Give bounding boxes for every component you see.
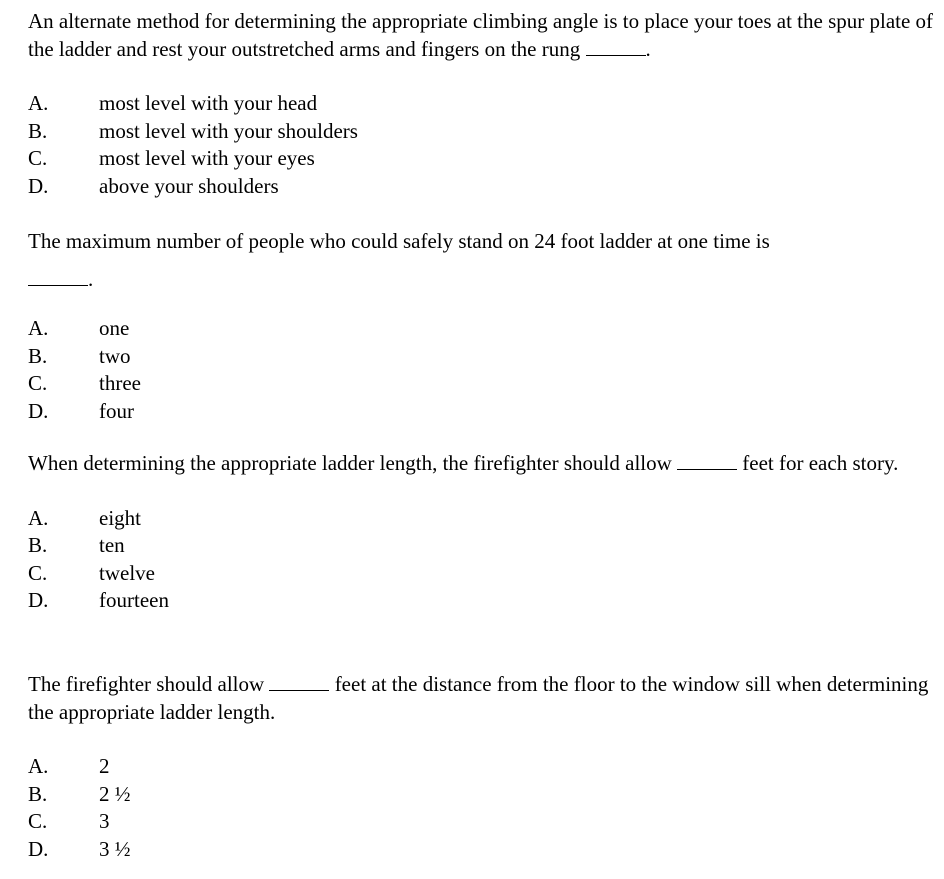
question-1 xyxy=(28,8,940,200)
option-text: eight xyxy=(99,505,141,530)
stem-text: An alternate method for determining the appropriate climbing angle is to place your toes at the spur plate of the ladder and rest your outstretched arms and fingers on the rung xyxy=(28,9,934,61)
option-letter: B. xyxy=(28,533,48,557)
answer-blank xyxy=(586,37,646,56)
option-text: most level with your head xyxy=(99,91,318,115)
option-letter: A. xyxy=(28,91,49,115)
option-d xyxy=(28,836,940,864)
option-letter: A. xyxy=(28,754,49,778)
stem-text-end: . xyxy=(645,36,651,61)
option-a xyxy=(28,753,940,781)
question-stem-line-2 xyxy=(28,266,940,294)
option-c xyxy=(28,370,940,398)
option-text: 2 xyxy=(99,754,110,778)
question-stem xyxy=(28,8,940,63)
stem-text: When determining the appropriate ladder length, the firefighter should allow xyxy=(28,451,678,475)
question-stem xyxy=(28,671,940,726)
question-stem xyxy=(28,228,940,256)
option-d xyxy=(28,398,940,426)
option-text: 2 ½ xyxy=(99,781,131,806)
option-text: most level with your shoulders xyxy=(99,118,358,143)
stem-text-end: . xyxy=(88,266,94,291)
stem-text: The maximum number of people who could safely stand on 24 foot ladder at one time is xyxy=(28,229,770,253)
option-text: twelve xyxy=(99,560,155,585)
answer-blank xyxy=(269,672,329,691)
option-letter: D. xyxy=(28,588,49,612)
option-a xyxy=(28,315,940,343)
answer-blank xyxy=(28,267,88,286)
option-text: ten xyxy=(99,533,125,557)
answer-options xyxy=(28,505,940,615)
option-c xyxy=(28,808,940,836)
answer-options xyxy=(28,315,940,425)
option-letter: D. xyxy=(28,398,49,423)
option-text: 3 ½ xyxy=(99,836,131,861)
stem-text-end: feet for each story. xyxy=(737,451,899,475)
question-4 xyxy=(28,671,940,863)
option-text: 3 xyxy=(99,809,110,833)
option-b xyxy=(28,118,940,146)
option-c xyxy=(28,145,940,173)
option-text: three xyxy=(99,371,141,395)
option-letter: C. xyxy=(28,560,48,585)
option-text: above your shoulders xyxy=(99,173,279,198)
option-letter: D. xyxy=(28,836,49,861)
stem-text-end: feet at the distance from the floor to the window sill when determining the appropriate ladder length. xyxy=(28,672,929,724)
option-letter: B. xyxy=(28,118,48,143)
option-letter: A. xyxy=(28,316,49,340)
answer-options xyxy=(28,90,940,200)
option-text: two xyxy=(99,343,131,368)
option-letter: B. xyxy=(28,343,48,368)
option-letter: C. xyxy=(28,371,48,395)
stem-text: The firefighter should allow xyxy=(28,672,270,696)
option-letter: C. xyxy=(28,809,48,833)
option-a xyxy=(28,505,940,533)
option-text: fourteen xyxy=(99,588,169,612)
option-a xyxy=(28,90,940,118)
answer-options xyxy=(28,753,940,863)
option-text: most level with your eyes xyxy=(99,146,315,170)
option-letter: C. xyxy=(28,146,48,170)
question-3 xyxy=(28,450,940,615)
option-letter: B. xyxy=(28,781,48,806)
question-stem xyxy=(28,450,940,478)
option-b xyxy=(28,532,940,560)
question-2 xyxy=(28,228,940,425)
option-text: one xyxy=(99,316,130,340)
option-d xyxy=(28,173,940,201)
option-d xyxy=(28,587,940,615)
option-letter: A. xyxy=(28,505,49,530)
option-b xyxy=(28,343,940,371)
option-b xyxy=(28,781,940,809)
option-letter: D. xyxy=(28,173,49,198)
option-text: four xyxy=(99,398,134,423)
option-c xyxy=(28,560,940,588)
answer-blank xyxy=(677,451,737,470)
